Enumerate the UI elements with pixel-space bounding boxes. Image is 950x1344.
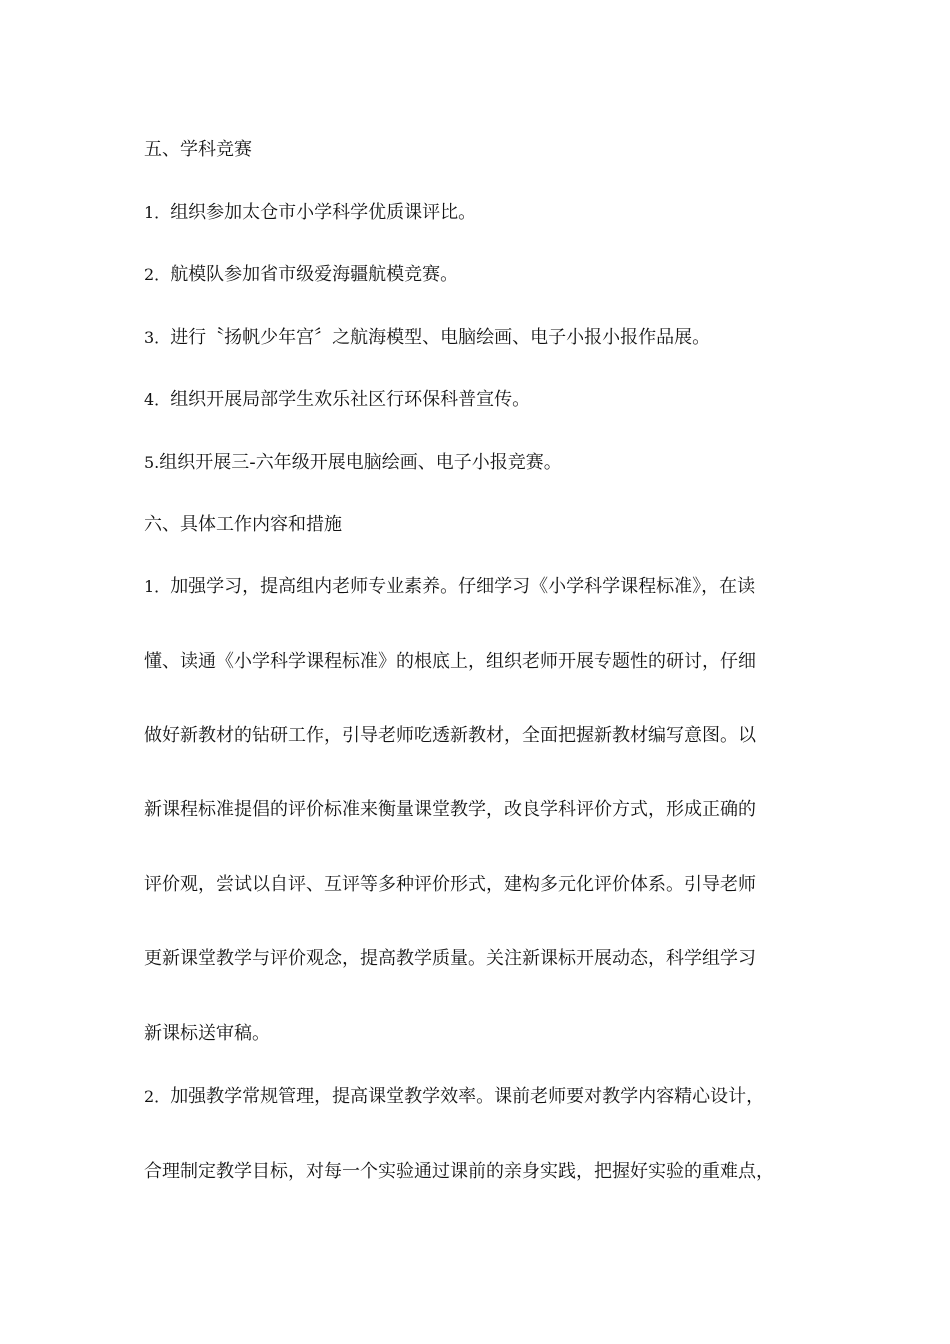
list-item-number: 2． <box>144 265 171 284</box>
list-item-text: 组织参加太仓市小学科学优质课评比。 <box>170 202 477 223</box>
list-item-text: 组织开展三-六年级开展电脑绘画、电子小报竞赛。 <box>159 452 562 473</box>
paragraph-line: 评价观，尝试以自评、互评等多种评价形式，建构多元化评价体系。引导老师 <box>144 874 756 895</box>
paragraph-line: 新课标送审稿。 <box>144 1023 270 1044</box>
paragraph-number: 2． <box>144 1087 171 1106</box>
list-item-number: 3． <box>144 328 171 347</box>
paragraph-text: 加强教学常规管理，提高课堂教学效率。课前老师要对教学内容精心设计， <box>170 1086 765 1107</box>
list-item-text: 航模队参加省市级爱海疆航模竞赛。 <box>170 264 459 285</box>
section-heading-6: 六、具体工作内容和措施 <box>144 514 342 535</box>
list-item <box>144 450 824 476</box>
paragraph-line: 懂、读通《小学科学课程标准》的根底上，组织老师开展专题性的研讨，仔细 <box>144 651 756 672</box>
paragraph-line: 合理制定教学目标，对每一个实验通过课前的亲身实践，把握好实验的重难点， <box>144 1161 774 1182</box>
list-item-number: 5. <box>144 453 160 472</box>
paragraph-line: 新课程标准提倡的评价标准来衡量课堂教学，改良学科评价方式，形成正确的 <box>144 799 756 820</box>
list-item-number: 4． <box>144 390 171 409</box>
list-item-number: 1． <box>144 203 171 222</box>
list-item <box>144 325 824 351</box>
paragraph-line <box>144 1084 824 1110</box>
list-item <box>144 200 824 226</box>
list-item-text: 组织开展局部学生欢乐社区行环保科普宣传。 <box>170 389 531 410</box>
paragraph-number: 1． <box>144 577 171 596</box>
list-item <box>144 387 824 413</box>
paragraph-text: 加强学习，提高组内老师专业素养。仔细学习《小学科学课程标准》，在读 <box>170 576 756 597</box>
list-item <box>144 262 824 288</box>
paragraph-line: 做好新教材的钻研工作，引导老师吃透新教材，全面把握新教材编写意图。以 <box>144 725 756 746</box>
paragraph-line: 更新课堂教学与评价观念，提高教学质量。关注新课标开展动态，科学组学习 <box>144 948 756 969</box>
list-item-text: 进行〝扬帆少年宫〞之航海模型、电脑绘画、电子小报小报作品展。 <box>170 327 711 348</box>
paragraph-line <box>144 574 824 600</box>
section-heading-5: 五、学科竞赛 <box>144 139 252 160</box>
